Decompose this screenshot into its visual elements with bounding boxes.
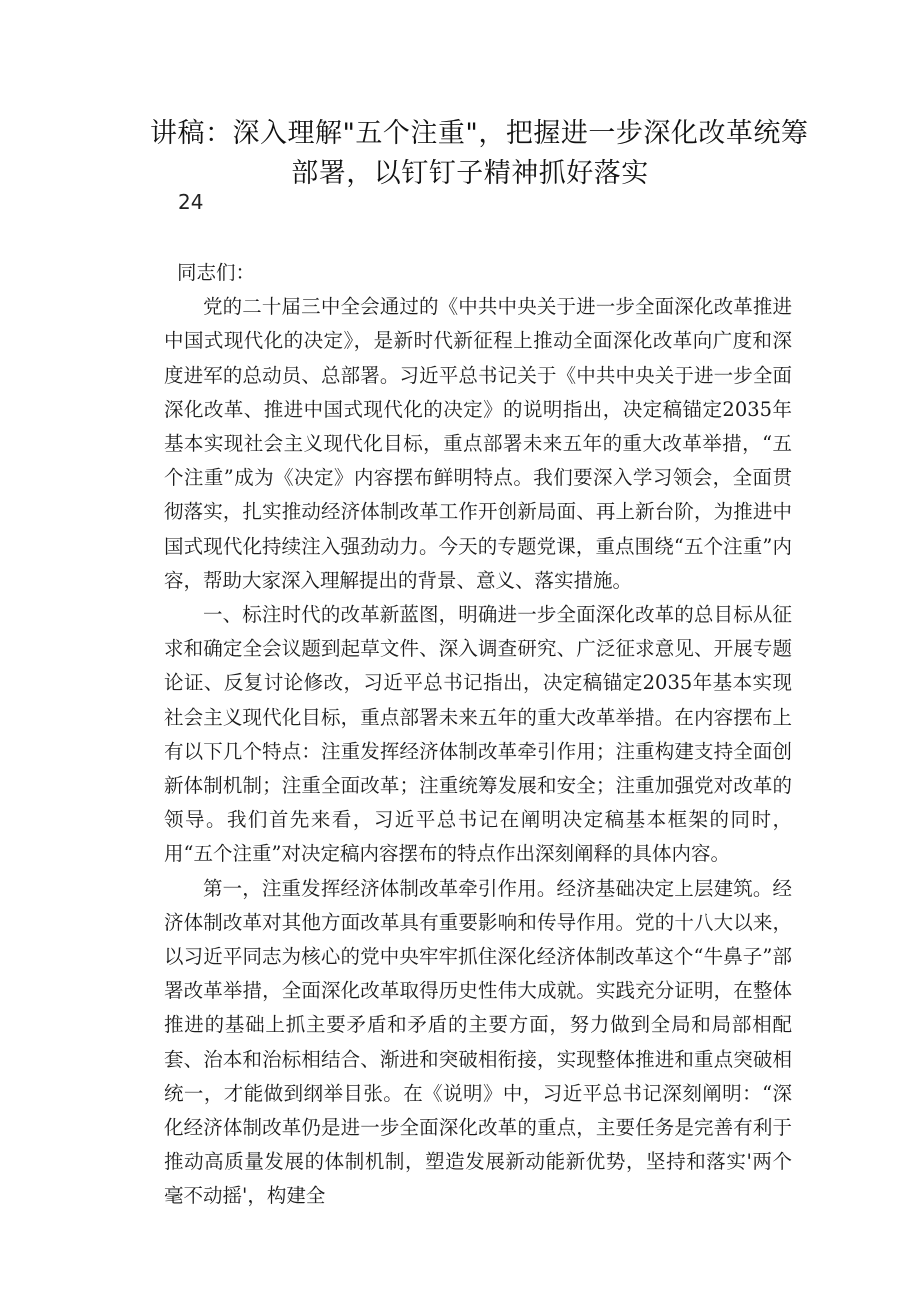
document-body <box>164 256 792 1214</box>
document-title-line-1: 讲稿：深入理解"五个注重"，把握进一步深化改革统筹 <box>150 118 809 149</box>
salutation: 同志们： <box>177 261 256 284</box>
paragraph-section-one: 一、标注时代的改革新蓝图，明确进一步全面深化改革的总目标从征求和确定全会议题到起草文件、深入调查研究、广泛征求意见、开展专题论证、反复讨论修改，习近平总书记指出，决定稿锚定2035年基本实现社会主义现代化目标，重点部署未来五年的重大改革举措。在内容摆布上有以下几个特点：注重发挥经济体制改革牵引作用；注重构建支持全面创新体制机制；注重全面改革；注重统筹发展和安全；注重加强党对改革的领导。我们首先来看，习近平总书记在阐明决定稿基本框架的同时，用“五个注重”对决定稿内容摆布的特点作出深刻阐释的具体内容。 <box>164 603 792 866</box>
document-title <box>150 114 809 194</box>
document-title-line-2: 部署，以钉钉子精神抓好落实 <box>291 158 649 189</box>
document-date: 24 <box>178 190 204 214</box>
paragraph-first-point: 第一，注重发挥经济体制改革牵引作用。经济基础决定上层建筑。经济体制改革对其他方面改革具有重要影响和传导作用。党的十八大以来，以习近平同志为核心的党中央牢牢抓住深化经济体制改革这个“牛鼻子”部署改革举措，全面深化改革取得历史性伟大成就。实践充分证明，在整体推进的基础上抓主要矛盾和矛盾的主要方面，努力做到全局和局部相配套、治本和治标相结合、渐进和突破相衔接，实现整体推进和重点突破相统一，才能做到纲举目张。在《说明》中，习近平总书记深刻阐明：“深化经济体制改革仍是进一步全面深化改革的重点，主要任务是完善有利于推动高质量发展的体制机制，塑造发展新动能新优势，坚持和落实'两个毫不动摇'，构建全 <box>164 876 792 1208</box>
paragraph-intro: 党的二十届三中全会通过的《中共中央关于进一步全面深化改革推进中国式现代化的决定》，是新时代新征程上推动全面深化改革向广度和深度进军的总动员、总部署。习近平总书记关于《中共中央关于进一步全面深化改革、推进中国式现代化的决定》的说明指出，决定稿锚定2035年基本实现社会主义现代化目标，重点部署未来五年的重大改革举措，“五个注重”成为《决定》内容摆布鲜明特点。我们要深入学习领会，全面贯彻落实，扎实推动经济体制改革工作开创新局面、再上新台阶，为推进中国式现代化持续注入强劲动力。今天的专题党课，重点围绕“五个注重”内容，帮助大家深入理解提出的背景、意义、落实措施。 <box>164 295 792 592</box>
